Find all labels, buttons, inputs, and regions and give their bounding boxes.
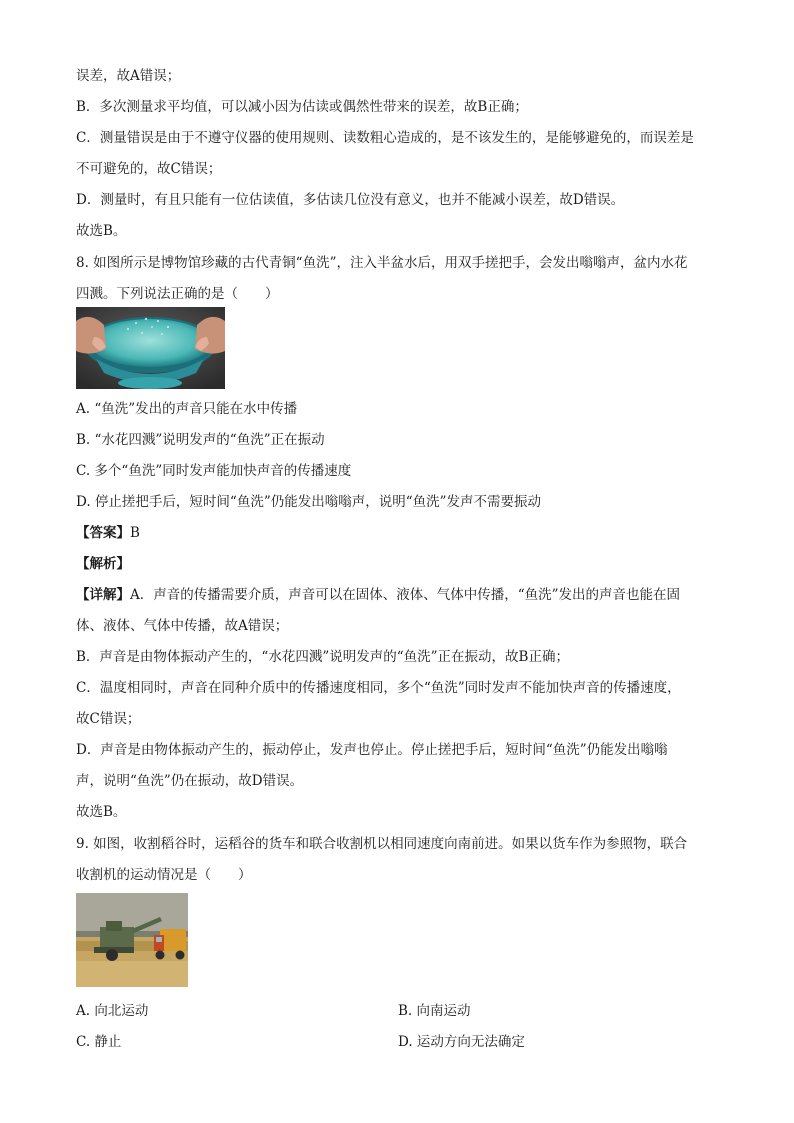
prev-explanation-line-5: D．测量时，有且只能有一位估读值，多估读几位没有意义，也并不能减小误差，故D错误。: [76, 192, 625, 208]
analysis-tag: 【解析】: [76, 556, 130, 572]
q8-detail-line-5: 故C错误；: [76, 711, 141, 727]
q9-stem-line-1: 9. 如图，收割稻谷时，运稻谷的货车和联合收割机以相同速度向南前进。如果以货车作为参照物，联合: [76, 836, 688, 852]
q8-option-c: C. 多个“鱼洗”同时发声能加快声音的传播速度: [76, 463, 352, 479]
q8-conclusion: 故选B。: [76, 804, 127, 820]
q8-option-b: B. “水花四溅”说明发声的“鱼洗”正在振动: [76, 432, 325, 448]
prev-conclusion: 故选B。: [76, 223, 127, 239]
q8-detail-line-2: 体、液体、气体中传播，故A错误；: [76, 618, 289, 634]
q9-option-c: C. 静止: [76, 1034, 122, 1050]
q8-detail-line-6: D．声音是由物体振动产生的，振动停止，发声也停止。停止搓把手后，短时间“鱼洗”仍能发出嗡嗡: [76, 742, 668, 758]
q8-stem-line-2: 四溅。下列说法正确的是（ ）: [76, 286, 279, 302]
q8-detail-line-1: [76, 583, 680, 603]
q9-option-d: D. 运动方向无法确定: [398, 1034, 525, 1050]
q9-stem-line-2: 收割机的运动情况是（ ）: [76, 867, 252, 883]
detail-tag: 【详解】: [76, 587, 130, 603]
q9-harvester-truck-photo: [76, 893, 188, 987]
q8-option-d: D. 停止搓把手后，短时间“鱼洗”仍能发出嗡嗡声，说明“鱼洗”发声不需要振动: [76, 494, 542, 510]
q8-bronze-basin-photo: [76, 307, 225, 389]
answer-value: B: [130, 525, 140, 541]
prev-explanation-line-3: C．测量错误是由于不遵守仪器的使用规则、读数粗心造成的，是不该发生的，是能够避免的，而误差是: [76, 130, 694, 146]
detail-text: A．声音的传播需要介质，声音可以在固体、液体、气体中传播，“鱼洗”发出的声音也能在固: [130, 587, 681, 603]
q8-detail-line-7: 声，说明“鱼洗”仍在振动，故D错误。: [76, 773, 304, 789]
prev-explanation-line-4: 不可避免的，故C错误；: [76, 161, 222, 177]
prev-explanation-line-2: B．多次测量求平均值，可以减小因为估读或偶然性带来的误差，故B正确；: [76, 99, 528, 115]
q9-option-a: A. 向北运动: [76, 1003, 149, 1019]
q8-stem-line-1: 8. 如图所示是博物馆珍藏的古代青铜“鱼洗”，注入半盆水后，用双手搓把手，会发出嗡嗡声，盆内水花: [76, 255, 688, 271]
prev-explanation-line-1: 误差，故A错误；: [76, 68, 181, 84]
q8-detail-line-3: B．声音是由物体振动产生的，“水花四溅”说明发声的“鱼洗”正在振动，故B正确；: [76, 649, 569, 665]
q8-detail-line-4: C．温度相同时，声音在同种介质中的传播速度相同，多个“鱼洗”同时发声不能加快声音的传播速度，: [76, 680, 681, 696]
q8-option-a: A. “鱼洗”发出的声音只能在水中传播: [76, 401, 298, 417]
answer-tag: 【答案】: [76, 525, 130, 541]
q9-option-b: B. 向南运动: [398, 1003, 471, 1019]
q8-answer: [76, 521, 140, 541]
